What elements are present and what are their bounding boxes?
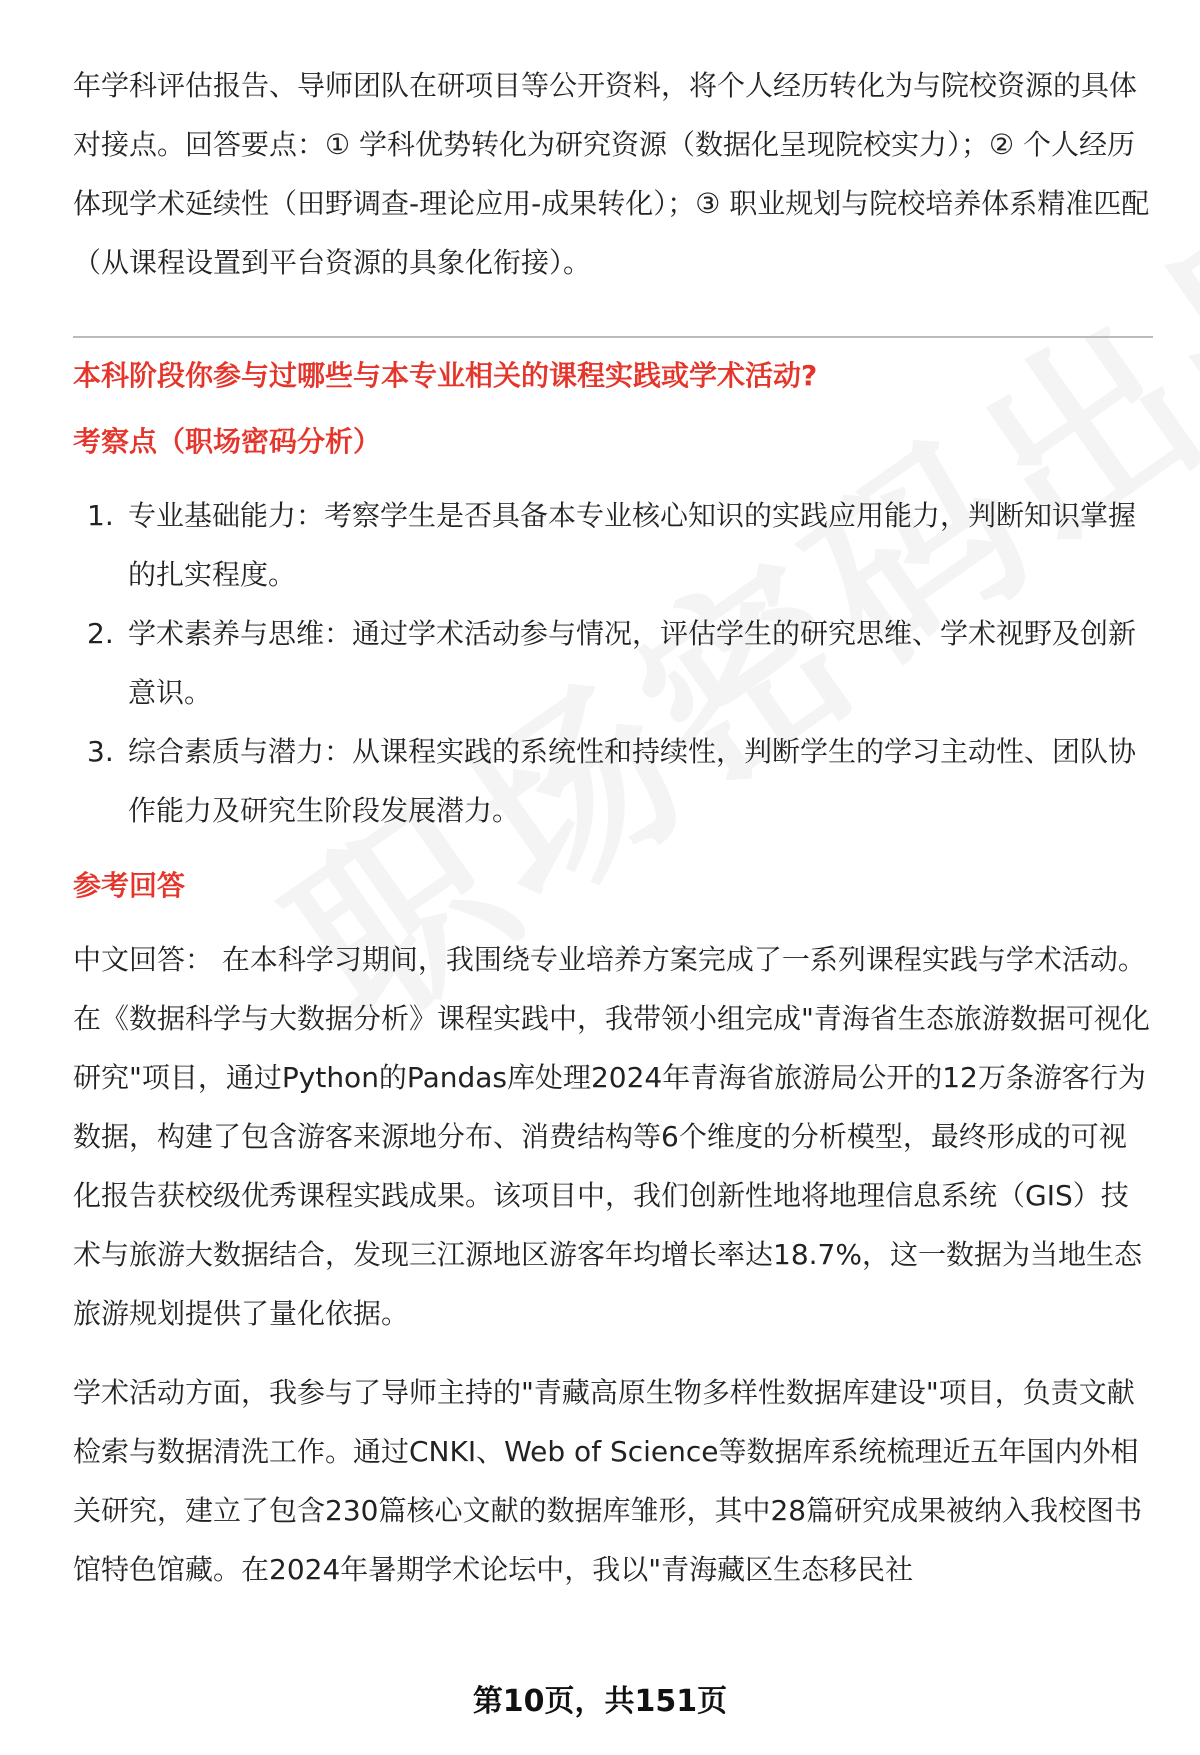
list-item-text: 专业基础能力：考察学生是否具备本专业核心知识的实践应用能力，判断知识掌握的扎实程度。 bbox=[128, 499, 1137, 591]
list-item bbox=[73, 722, 1153, 840]
section-divider bbox=[73, 336, 1153, 338]
list-item-number: 3. bbox=[87, 735, 114, 768]
list-item-text: 学术素养与思维：通过学术活动参与情况，评估学生的研究思维、学术视野及创新意识。 bbox=[128, 617, 1137, 709]
question-heading: 本科阶段你参与过哪些与本专业相关的课程实践或学术活动? bbox=[73, 359, 818, 392]
paragraph-gap bbox=[73, 1343, 1153, 1363]
page-content bbox=[73, 56, 1153, 1599]
list-item-number: 2. bbox=[87, 617, 114, 650]
list-item bbox=[73, 604, 1153, 722]
page-number: 第10页，共151页 bbox=[472, 1684, 728, 1719]
focus-heading: 考察点（职场密码分析） bbox=[73, 425, 382, 458]
answer-paragraph-2: 学术活动方面，我参与了导师主持的"青藏高原生物多样性数据库建设"项目，负责文献检索与数据清洗工作。通过CNKI、Web of Science等数据库系统梳理近五年国内外相关研究，建立了包含230篇核心文献的数据库雏形，其中28篇研究成果被纳入我校图书馆特色馆藏。在2024年暑期学术论坛中，我以"青海藏区生态移民社 bbox=[73, 1376, 1143, 1586]
list-item bbox=[73, 486, 1153, 604]
focus-list bbox=[73, 486, 1153, 840]
list-item-number: 1. bbox=[87, 499, 114, 532]
list-item-text: 综合素质与潜力：从课程实践的系统性和持续性，判断学生的学习主动性、团队协作能力及研究生阶段发展潜力。 bbox=[128, 735, 1137, 827]
answer-heading: 参考回答 bbox=[73, 869, 186, 902]
intro-paragraph: 年学科评估报告、导师团队在研项目等公开资料，将个人经历转化为与院校资源的具体对接点。回答要点：① 学科优势转化为研究资源（数据化呈现院校实力）；② 个人经历体现学术延续性（田野调查-理论应用-成果转化）；③ 职业规划与院校培养体系精准匹配（从课程设置到平台资源的具象化衔接）。 bbox=[73, 69, 1150, 279]
answer-paragraph-1: 中文回答： 在本科学习期间，我围绕专业培养方案完成了一系列课程实践与学术活动。在《数据科学与大数据分析》课程实践中，我带领小组完成"青海省生态旅游数据可视化研究"项目，通过Python的Pandas库处理2024年青海省旅游局公开的12万条游客行为数据，构建了包含游客来源地分布、消费结构等6个维度的分析模型，最终形成的可视化报告获校级优秀课程实践成果。该项目中，我们创新性地将地理信息系统（GIS）技术与旅游大数据结合，发现三江源地区游客年均增长率达18.7%，这一数据为当地生态旅游规划提供了量化依据。 bbox=[73, 943, 1150, 1330]
